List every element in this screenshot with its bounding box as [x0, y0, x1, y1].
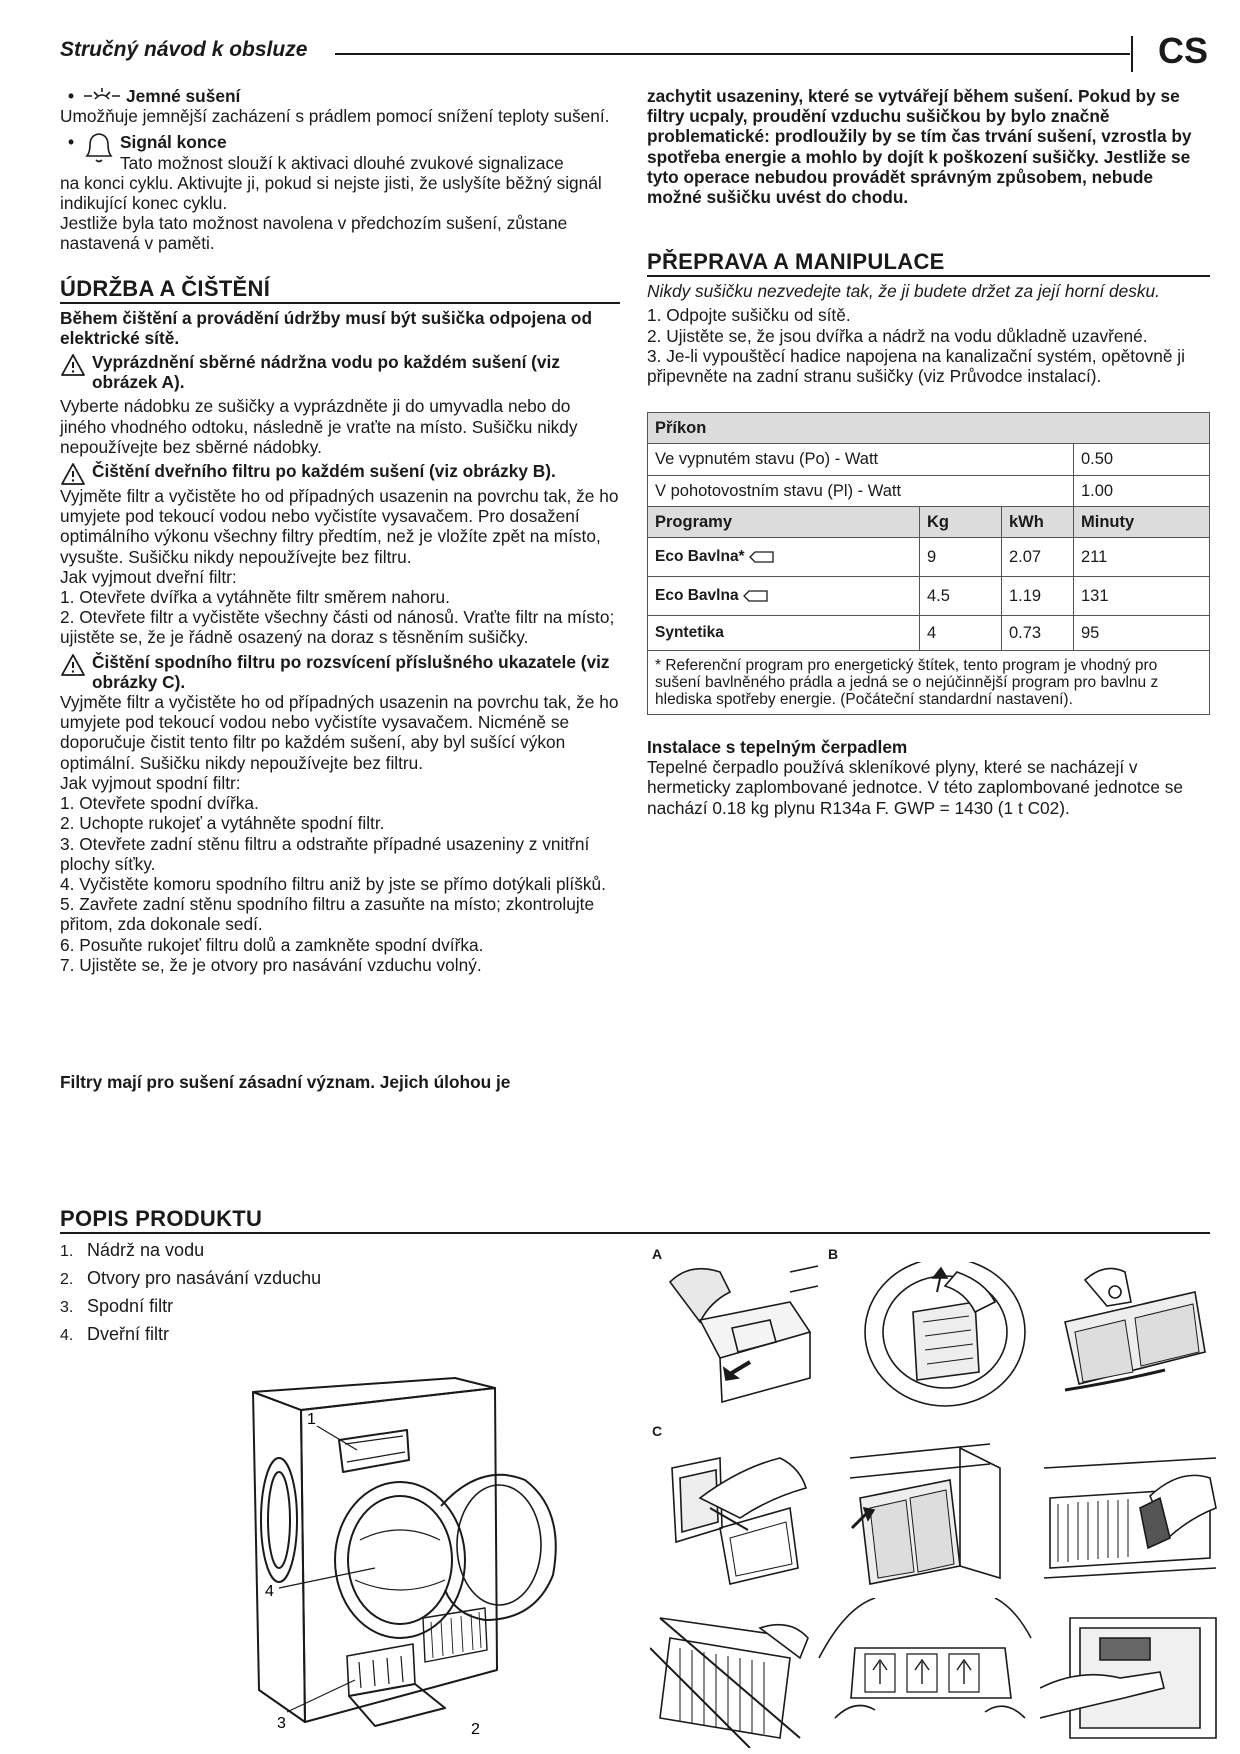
- transport-step: 3. Je-li vypouštěcí hadice napojena na kanalizační systém, opětovně ji připevněte na zadní stranu sušičky (viz Průvodce instalací).: [647, 345, 1185, 387]
- callout-2: 2: [471, 1721, 480, 1738]
- program-name: Eco Bavlna*: [655, 548, 745, 566]
- half-load-icon: [743, 589, 769, 603]
- col-programs: Programy: [648, 506, 920, 537]
- bottom-filter-how: Jak vyjmout spodní filtr:: [60, 772, 241, 793]
- transport-heading: PŘEPRAVA A MANIPULACE: [647, 249, 945, 275]
- product-list: [60, 1237, 480, 1349]
- end-signal-line1: Tato možnost slouží k aktivaci dlouhé zvukové signalizace: [120, 152, 564, 173]
- callout-3: 3: [277, 1715, 286, 1732]
- gentle-drying-text: Umožňuje jemnější zacházení s prádlem pomocí snížení teploty sušení.: [60, 106, 610, 127]
- transport-warning: Nikdy sušičku nezvedejte tak, že ji budete držet za její horní desku.: [647, 281, 1160, 302]
- program-kwh: 1.19: [1002, 577, 1074, 616]
- product-rule: [60, 1232, 1210, 1234]
- program-minutes: 211: [1074, 538, 1210, 577]
- transport-rule: [647, 275, 1210, 277]
- bottom-filter-heading: Čištění spodního filtru po rozsvícení příslušného ukazatele (viz obrázky C).: [92, 651, 610, 692]
- figure-b2-illustration: [1055, 1262, 1215, 1410]
- tank-text: Vyberte nádobku ze sušičky a vyprázdněte ji do umyvadla nebo do jiného vhodného odtoku, následně je vraťte na místo. Sušičku nikdy nepoužívejte bez sběrné nádobky.: [60, 396, 578, 457]
- bottom-filter-warning: [60, 652, 620, 692]
- col-kg: Kg: [920, 506, 1002, 537]
- figure-c5-illustration: [815, 1598, 1035, 1748]
- bottom-step: 1. Otevřete spodní dvířka.: [60, 793, 259, 814]
- figure-b-label: B: [828, 1246, 839, 1262]
- bottom-step: 6. Posuňte rukojeť filtru dolů a zamkněte spodní dvířka.: [60, 934, 484, 955]
- bottom-step: 3. Otevřete zadní stěnu filtru a odstraňte případné usazeniny z vnitřní plochy síťky.: [60, 833, 590, 874]
- table-footnote: * Referenční program pro energetický štítek, tento program je vhodný pro sušení bavlněného prádla a jedná se o nejúčinnější program pro bavlnu z hlediska spotřeby energie. (Počáteční standardní nastavení).: [648, 651, 1210, 715]
- gentle-drying-icon: [82, 86, 122, 106]
- program-kg: 4.5: [920, 577, 1002, 616]
- program-kg: 9: [920, 538, 1002, 577]
- transport-step: 2. Ujistěte se, že jsou dvířka a nádrž na vodu důkladně uzavřené.: [647, 325, 1148, 346]
- list-item: 3. Spodní filtr: [60, 1296, 174, 1316]
- door-step: 1. Otevřete dvířka a vytáhněte filtr směrem nahoru.: [60, 587, 450, 608]
- program-minutes: 95: [1074, 616, 1210, 651]
- maintenance-section: [60, 276, 620, 975]
- bottom-step: 4. Vyčistěte komoru spodního filtru aniž by jste se přímo dotýkali plíšků.: [60, 873, 606, 894]
- table-row: [648, 538, 1210, 577]
- warning-icon: [60, 353, 86, 377]
- dryer-illustration: [235, 1370, 645, 1745]
- filters-importance: Filtry mají pro sušení zásadní význam. Jejich úlohou je: [60, 1072, 511, 1092]
- gentle-drying-option: • Jemné sušení: [67, 86, 241, 106]
- table-row: [648, 616, 1210, 651]
- program-kg: 4: [920, 616, 1002, 651]
- warning-icon: [60, 462, 86, 486]
- bottom-step: 2. Uchopte rukojeť a vytáhněte spodní filtr.: [60, 813, 385, 834]
- callout-2-leader: [520, 1710, 580, 1750]
- bottom-filter-text: Vyjměte filtr a vyčistěte ho od případných usazenin na povrchu tak, že ho umyjete pod tekoucí vodou nebo vyčistíte vysavačem. Nicméně se doporučuje čistit tento filtr po každém sušení, aby byl sušící výkon optimální. Sušičku nikdy nepoužívejte bez filtru.: [60, 692, 619, 773]
- list-item: 4. Dveřní filtr: [60, 1324, 170, 1344]
- right-column: [647, 86, 1210, 818]
- gentle-drying-label: Jemné sušení: [126, 86, 241, 106]
- page-title: Stručný návod k obsluze: [60, 38, 308, 61]
- standby-label: V pohotovostním stavu (Pl) - Watt: [648, 475, 1074, 506]
- figure-a-label: A: [652, 1246, 663, 1262]
- heatpump-text: Tepelné čerpadlo používá skleníkové plyny, které se nacházejí v hermeticky zaplombované jednotce. V této zaplombované jednotce se nachází 0.18 kg plynu R134a F. GWP = 1430 (1 t C02).: [647, 757, 1184, 818]
- table-row: [648, 577, 1210, 616]
- door-filter-heading: Čištění dveřního filtru po každém sušení (viz obrázky B).: [92, 461, 556, 482]
- list-item: 1. Nádrž na vodu: [60, 1240, 205, 1260]
- door-step: 2. Otevřete filtr a vyčistěte všechny části od nánosů. Vraťte filtr na místo; ujistěte se, že je řádně osazený na doraz s těsněním sušičky.: [60, 607, 615, 648]
- figure-c4-illustration: [650, 1598, 810, 1748]
- program-name: Eco Bavlna: [655, 587, 739, 605]
- program-name: Syntetika: [655, 624, 724, 642]
- door-filter-warning: [60, 461, 620, 486]
- power-off-value: 0.50: [1074, 444, 1210, 475]
- heatpump-section: [647, 737, 1210, 818]
- list-item: 2. Otvory pro nasávání vzduchu: [60, 1268, 322, 1288]
- end-signal-option: • Signál konce Tato možnost slouží k aktivaci dlouhé zvukové signalizace na konci cyklu. Aktivujte ji, pokud si nejste jisti, že uslyšíte běžný signál indikující konec cyklu. Jestliže byla tato možnost navolena v předchozím sušení, zůstane nastavená v paměti.: [60, 132, 620, 253]
- left-column: [60, 86, 620, 975]
- heatpump-heading: Instalace s tepelným čerpadlem: [647, 737, 908, 758]
- callout-4: 4: [265, 1583, 274, 1600]
- figure-c3-illustration: [1040, 1438, 1220, 1588]
- maintenance-intro: Během čištění a provádění údržby musí být sušička odpojena od elektrické sítě.: [60, 307, 593, 348]
- transport-step: 1. Odpojte sušičku od sítě.: [647, 305, 851, 326]
- filters-continuation: zachytit usazeniny, které se vytvářejí během sušení. Pokud by se filtry ucpaly, proudění vzduchu sušičkou by bylo značně problematické: prodloužily by se tím čas trvání sušení, vzrostla by spotřeba energie a mohlo by dojít k poškození sušičky. Jestliže se tyto operace nebudou provádět správným způsobem, nebude možné sušičku uvést do chodu.: [647, 86, 1192, 208]
- program-kwh: 0.73: [1002, 616, 1074, 651]
- bottom-step: 5. Zavřete zadní stěnu spodního filtru a zasuňte na místo; zkontrolujte přitom, zda dokonale sedí.: [60, 894, 595, 935]
- tank-heading: Vyprázdnění sběrné nádržna vodu po každém sušení (viz obrázek A).: [92, 352, 560, 393]
- door-filter-text: Vyjměte filtr a vyčistěte ho od případných usazenin na povrchu tak, že ho umyjete pod tekoucí vodou nebo vyčistíte vysavačem. Pro dosažení optimálního výkonu všechny filtry předtím, než je vložíte zpět na místo, vysušte. Sušičku nikdy nepoužívejte bez filtru.: [60, 486, 619, 567]
- end-signal-line2: na konci cyklu. Aktivujte ji, pokud si nejste jisti, že uslyšíte běžný signál indikující konec cyklu.: [60, 172, 602, 214]
- header-rule: [335, 53, 1130, 55]
- product-heading: POPIS PRODUKTU: [60, 1206, 263, 1231]
- language-code: CS: [1158, 30, 1209, 71]
- figure-b1-illustration: [845, 1262, 1055, 1410]
- door-filter-how: Jak vyjmout dveřní filtr:: [60, 566, 237, 587]
- standby-value: 1.00: [1074, 475, 1210, 506]
- power-table: [647, 412, 1210, 715]
- transport-section: [647, 249, 1210, 386]
- tank-warning: [60, 352, 620, 392]
- maintenance-heading: ÚDRŽBA A ČIŠTĚNÍ: [60, 275, 271, 301]
- callout-1: 1: [307, 1411, 316, 1428]
- col-minutes: Minuty: [1074, 506, 1210, 537]
- figure-c6-illustration: [1040, 1598, 1220, 1748]
- col-kwh: kWh: [1002, 506, 1074, 537]
- figure-c2-illustration: [840, 1438, 1010, 1588]
- program-kwh: 2.07: [1002, 538, 1074, 577]
- end-signal-label: Signál konce: [120, 132, 227, 153]
- header-divider: [1131, 36, 1133, 72]
- warning-icon: [60, 653, 86, 677]
- power-off-label: Ve vypnutém stavu (Po) - Watt: [648, 444, 1074, 475]
- figure-a-illustration: [660, 1262, 820, 1410]
- bell-icon: [82, 130, 116, 166]
- figure-c-label: C: [652, 1423, 663, 1439]
- product-section: [60, 1206, 1210, 1234]
- program-minutes: 131: [1074, 577, 1210, 616]
- bottom-step: 7. Ujistěte se, že je otvory pro nasávání vzduchu volný.: [60, 954, 482, 975]
- figure-c1-illustration: [660, 1438, 810, 1588]
- maintenance-rule: [60, 302, 620, 304]
- power-header: Příkon: [648, 413, 1210, 444]
- end-signal-line3: Jestliže byla tato možnost navolena v předchozím sušení, zůstane nastavená v paměti.: [60, 213, 568, 254]
- full-load-icon: [749, 550, 775, 564]
